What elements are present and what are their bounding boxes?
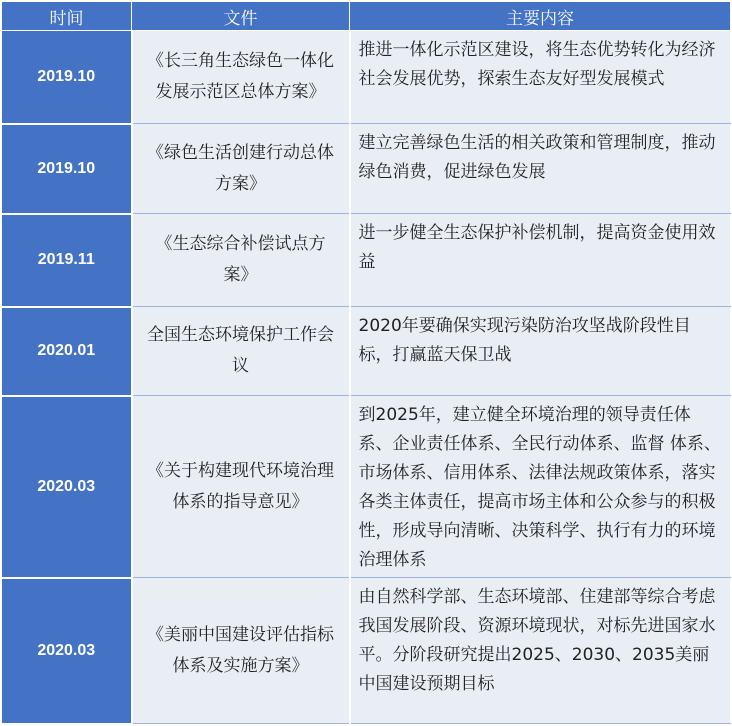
time-cell: 2019.10 (2, 124, 132, 214)
time-cell: 2019.11 (2, 214, 132, 307)
file-cell: 《长三角生态绿色一体化发展示范区总体方案》 (132, 31, 350, 124)
file-cell: 《关于构建现代环境治理体系的指导意见》 (132, 396, 350, 578)
table-row (2, 124, 731, 214)
file-cell: 《绿色生活创建行动总体方案》 (132, 124, 350, 214)
file-cell: 全国生态环境保护工作会议 (132, 307, 350, 396)
header-time: 时间 (2, 2, 132, 31)
header-file: 文件 (132, 2, 350, 31)
file-cell: 《美丽中国建设评估指标体系及实施方案》 (132, 578, 350, 724)
table-row (2, 396, 731, 578)
header-content: 主要内容 (350, 2, 731, 31)
time-cell: 2020.03 (2, 396, 132, 578)
table-row (2, 214, 731, 307)
policy-table (1, 1, 731, 725)
content-cell: 进一步健全生态保护补偿机制，提高资金使用效益 (350, 214, 731, 307)
table-row (2, 578, 731, 724)
content-cell: 由自然科学部、生态环境部、住建部等综合考虑我国发展阶段、资源环境现状，对标先进国家水平。分阶段研究提出2025、2030、2035美丽中国建设预期目标 (350, 578, 731, 724)
table-header (2, 2, 731, 31)
content-cell: 2020年要确保实现污染防治攻坚战阶段性目标，打赢蓝天保卫战 (350, 307, 731, 396)
file-cell: 《生态综合补偿试点方案》 (132, 214, 350, 307)
header-row (2, 2, 731, 31)
time-cell: 2020.03 (2, 578, 132, 724)
table-row (2, 307, 731, 396)
table-row (2, 31, 731, 124)
content-cell: 到2025年，建立健全环境治理的领导责任体系、企业责任体系、全民行动体系、监督 体系、市场体系、信用体系、法律法规政策体系，落实各类主体责任，提高市场主体和公众参与的积极性，形成导向清晰、决策科学、执行有力的环境治理体系 (350, 396, 731, 578)
content-cell: 推进一体化示范区建设，将生态优势转化为经济社会发展优势，探索生态友好型发展模式 (350, 31, 731, 124)
time-cell: 2019.10 (2, 31, 132, 124)
time-cell: 2020.01 (2, 307, 132, 396)
table-body (2, 31, 731, 724)
content-cell: 建立完善绿色生活的相关政策和管理制度，推动绿色消费，促进绿色发展 (350, 124, 731, 214)
